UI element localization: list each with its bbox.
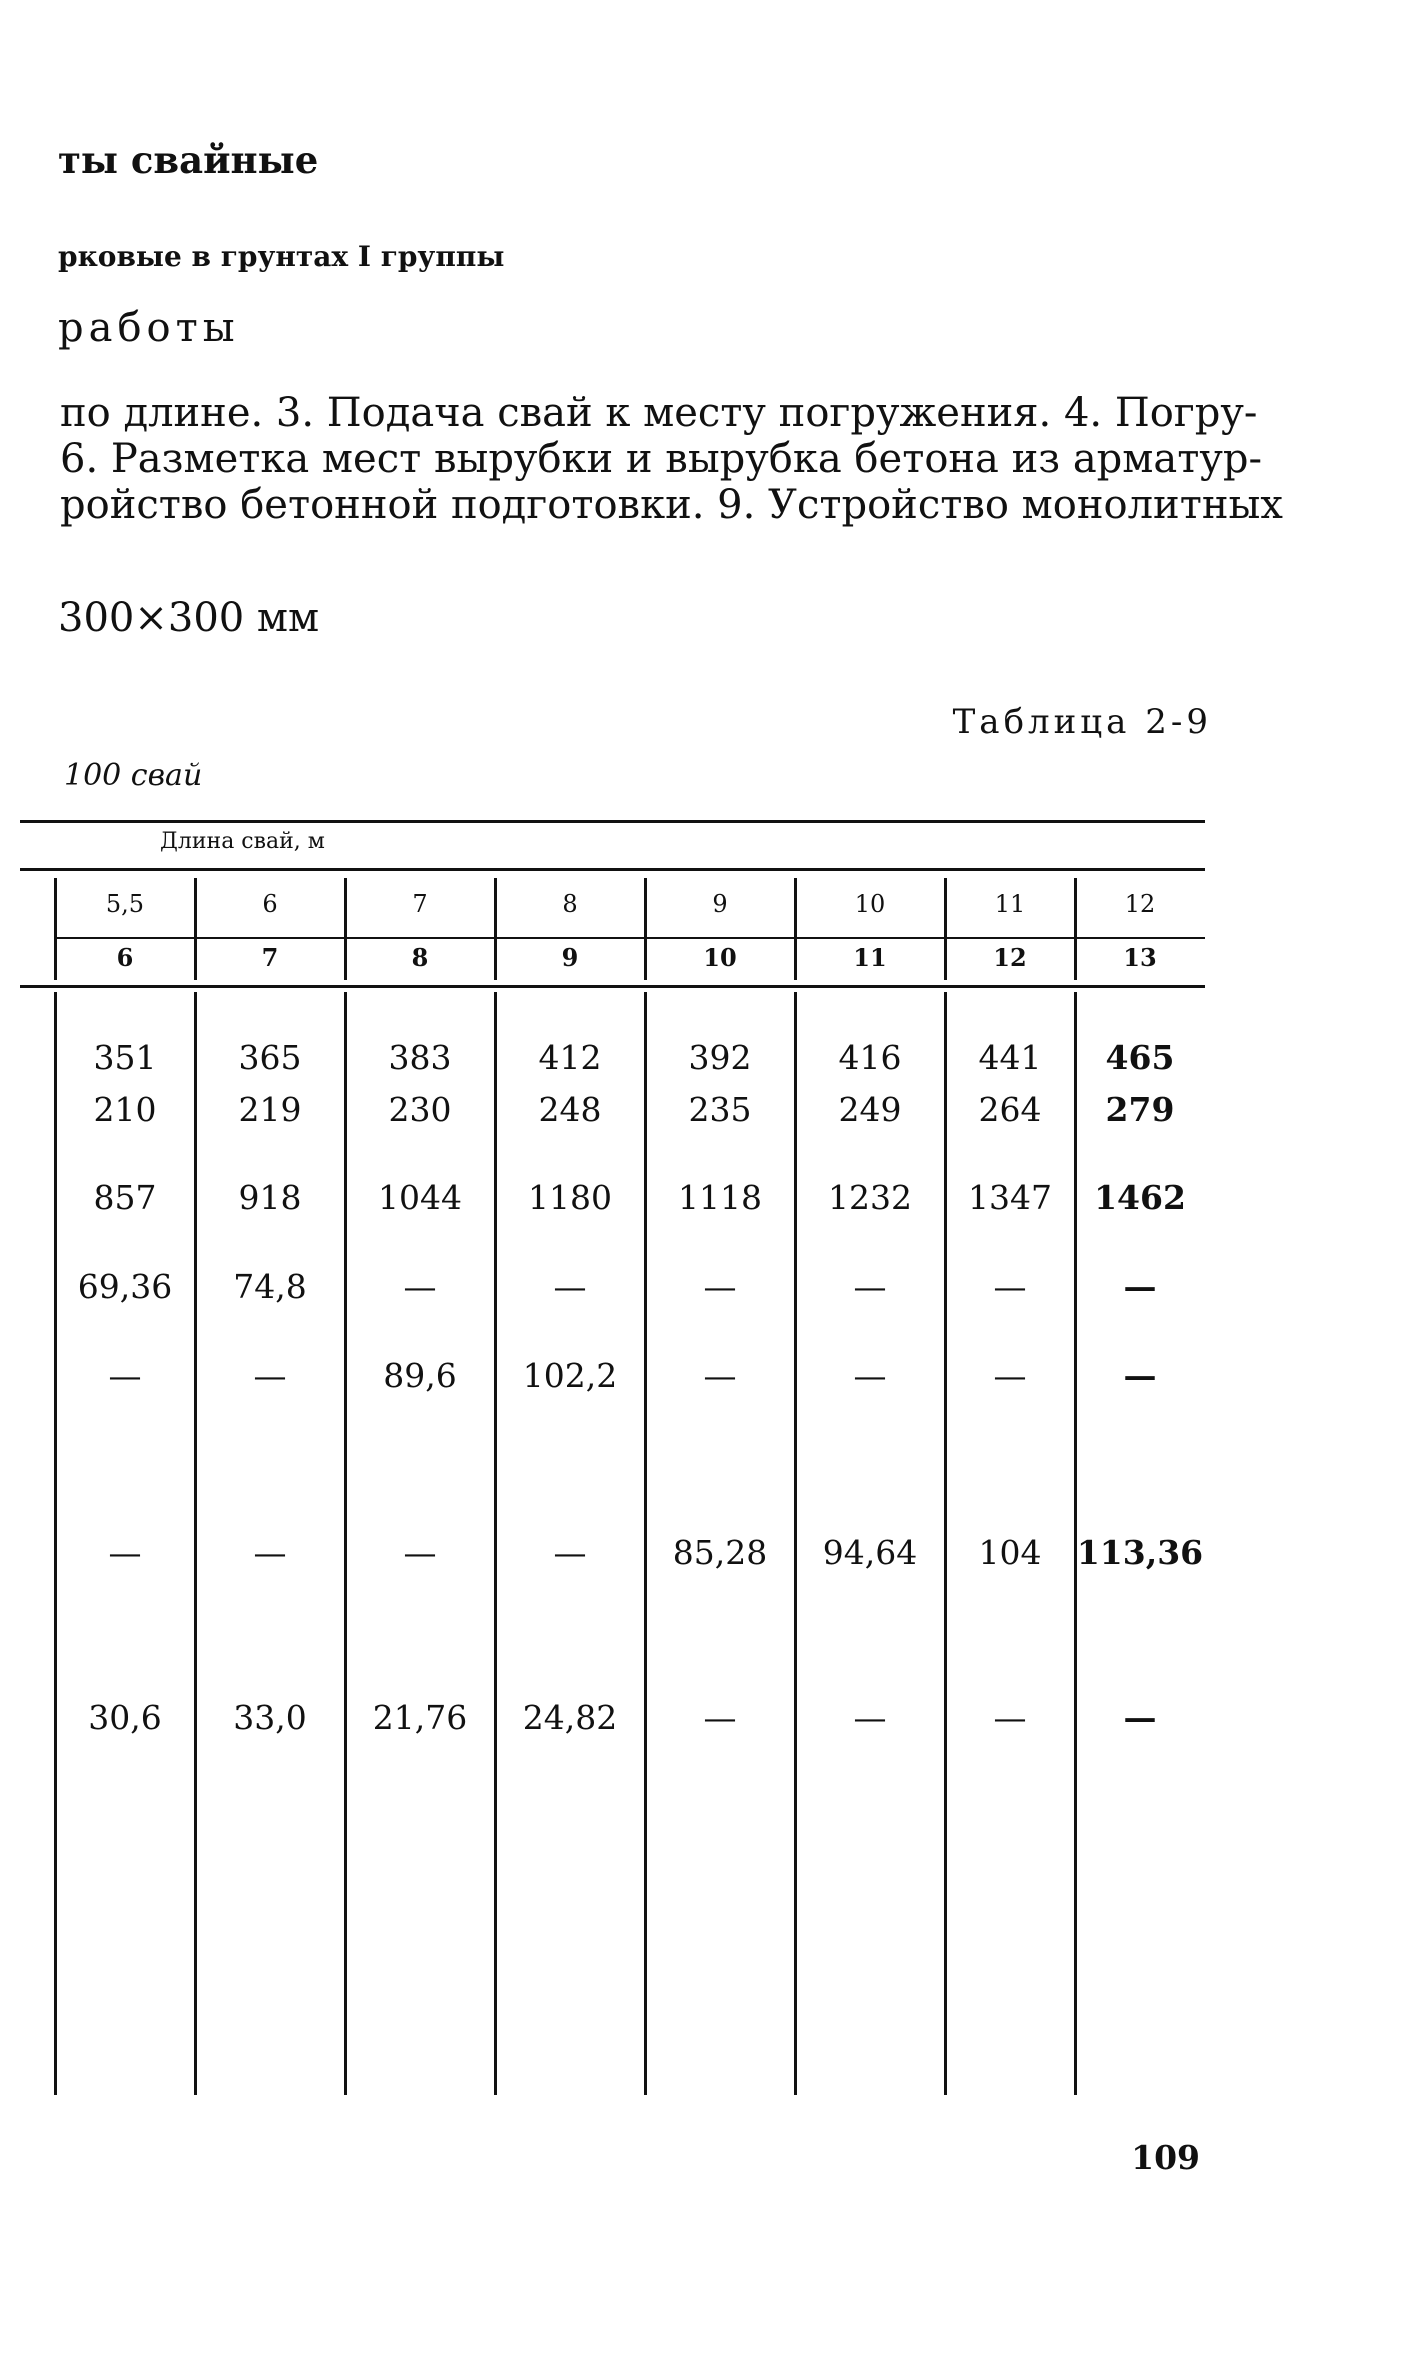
pile-dimensions: 300×300 мм [58,595,320,641]
table-cell: 365 [238,1038,302,1077]
table-cell: 1462 [1094,1178,1186,1217]
table-cell: 230 [388,1090,452,1129]
table-cell: 1044 [378,1178,462,1217]
table-cell: 441 [978,1038,1042,1077]
length-row-rule [55,937,1205,939]
pile-length-header: 5,5 [105,890,145,918]
table-label: Таблица 2-9 [952,702,1212,742]
section-subheading: рковые в грунтах I группы [58,240,505,273]
table-cell: 21,76 [372,1698,468,1737]
table-cell: — [403,1533,437,1572]
column-number: 8 [411,943,429,972]
table-cell: 219 [238,1090,302,1129]
table-cell: 412 [538,1038,602,1077]
pile-length-header: 9 [712,890,728,918]
table-cell: 102,2 [522,1356,618,1395]
table-cell: 33,0 [233,1698,307,1737]
table-cell: 235 [688,1090,752,1129]
table-cell: 74,8 [233,1267,307,1306]
table-cell: 69,36 [77,1267,173,1306]
section-heading: ты свайные [58,138,319,182]
table-cell: 383 [388,1038,452,1077]
table-top-rule [20,820,1205,823]
table-cell: 392 [688,1038,752,1077]
table-cell: 24,82 [522,1698,618,1737]
table-cell: 248 [538,1090,602,1129]
table-cell: — [993,1267,1027,1306]
table-cell: 249 [838,1090,902,1129]
table-cell: — [1123,1356,1157,1395]
header-bottom-rule [20,985,1205,988]
table-cell: 94,64 [822,1533,918,1572]
group-header-rule [20,868,1205,871]
table-cell: 30,6 [88,1698,162,1737]
table-cell: — [853,1698,887,1737]
column-number: 6 [116,943,134,972]
table-cell: 918 [238,1178,302,1217]
table-cell: — [703,1356,737,1395]
description-line-1: по длине. 3. Подача свай к месту погружения. 4. Погру- [60,390,1258,436]
column-number: 7 [261,943,279,972]
table-cell: — [1123,1267,1157,1306]
table-cell: 89,6 [383,1356,457,1395]
table-cell: — [853,1356,887,1395]
table-cell: — [403,1267,437,1306]
pile-length-header: 10 [854,890,886,918]
column-number: 13 [1123,943,1157,972]
table-cell: 1118 [678,1178,762,1217]
work-description [60,390,1283,528]
column-number: 9 [561,943,579,972]
page-number: 109 [1131,2138,1200,2177]
description-line-3: ройство бетонной подготовки. 9. Устройство монолитных [60,482,1283,528]
pile-length-header: 12 [1124,890,1156,918]
column-number: 11 [853,943,887,972]
table-cell: 279 [1105,1090,1175,1129]
table-cell: — [108,1533,142,1572]
measurement-units: 100 свай [64,758,203,793]
length-group-header: Длина свай, м [160,829,325,854]
table-cell: — [993,1356,1027,1395]
table-cell: — [253,1356,287,1395]
table-cell: 264 [978,1090,1042,1129]
column-number: 10 [703,943,737,972]
table-cell: 351 [93,1038,157,1077]
pile-length-header: 6 [262,890,278,918]
column-number: 12 [993,943,1027,972]
table-cell: 857 [93,1178,157,1217]
works-heading: работы [58,305,240,351]
pile-length-header: 8 [562,890,578,918]
table-cell: — [108,1356,142,1395]
table-cell: 465 [1105,1038,1175,1077]
table-cell: — [253,1533,287,1572]
pile-length-header: 7 [412,890,428,918]
description-line-2: 6. Разметка мест вырубки и вырубка бетона из арматур- [60,436,1263,482]
table-cell: — [703,1698,737,1737]
table-cell: 1180 [528,1178,612,1217]
table-cell: — [553,1267,587,1306]
table-cell: 104 [978,1533,1042,1572]
table-cell: 210 [93,1090,157,1129]
table-cell: — [853,1267,887,1306]
table-cell: 416 [838,1038,902,1077]
table-cell: 1347 [968,1178,1052,1217]
table-cell: 85,28 [672,1533,768,1572]
table-cell: 113,36 [1076,1533,1204,1572]
table-cell: — [703,1267,737,1306]
table-cell: — [553,1533,587,1572]
table-cell: 1232 [828,1178,912,1217]
table-cell: — [1123,1698,1157,1737]
pile-length-header: 11 [994,890,1026,918]
table-cell: — [993,1698,1027,1737]
